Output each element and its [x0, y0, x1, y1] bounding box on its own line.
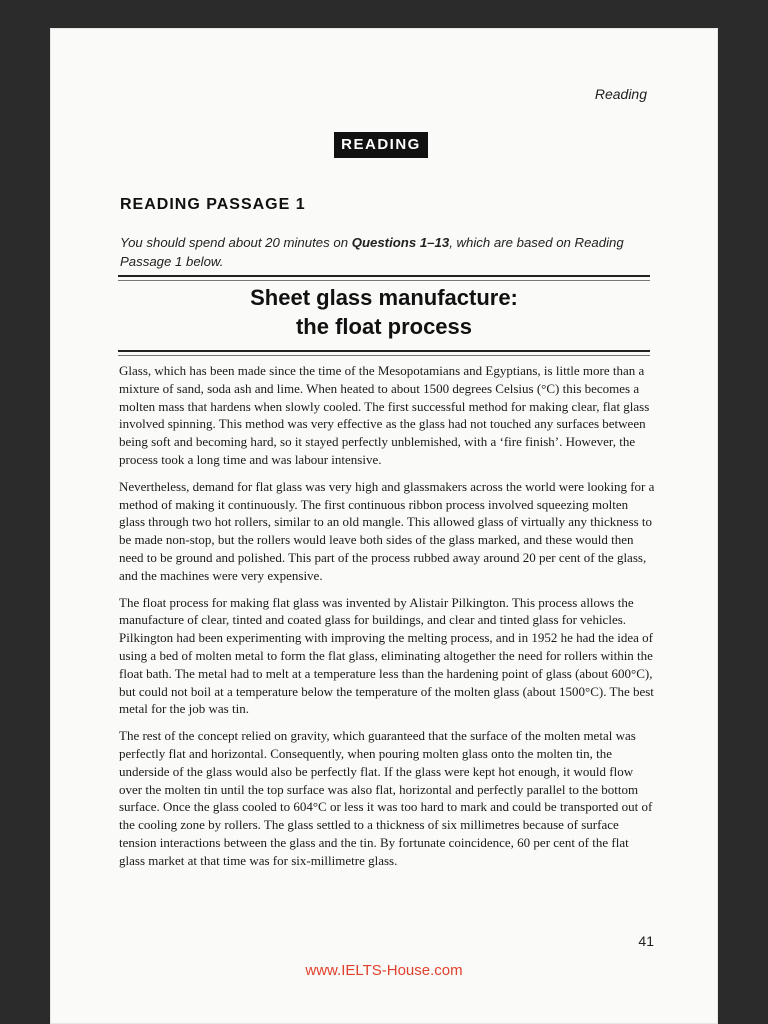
title-bottom-thin-rule — [118, 355, 650, 356]
title-top-rule — [118, 275, 650, 277]
document-page — [50, 28, 718, 1024]
instructions-part2: , which are based on Reading Passage 1 below. — [120, 235, 624, 269]
article-title-line-2: the float process — [295, 314, 473, 339]
reading-section-badge: READING — [334, 132, 428, 158]
article-title-line-1: Sheet glass manufacture: — [250, 285, 518, 310]
paragraph-4: The rest of the concept relied on gravity, which guaranteed that the surface of the molten metal was perfectly flat and horizontal. Consequently, when pouring molten glass onto the molten tin, the underside of the glass would also be perfectly flat. If the glass were kept hot enough, it would flow over the molten tin until the top surface was also flat, horizontal and perfectly parallel to the bottom surface. Once the glass cooled to 604°C or less it was too hard to mark and could be transported out of the cooling zone by rollers. The glass settled to a thickness of six millimetres because of surface tension interactions between the glass and the tin. By fortunate coincidence, 60 per cent of the flat glass market at that time was for six-millimetre glass. — [119, 728, 653, 868]
title-bottom-rule — [118, 350, 650, 352]
instructions-questions: Questions 1–13 — [351, 235, 450, 250]
footer-website-link[interactable]: www.IELTS-House.com — [305, 962, 463, 979]
instructions-part1: You should spend about 20 minutes on — [120, 235, 352, 250]
instructions-text — [120, 233, 660, 271]
article-title — [118, 283, 650, 341]
passage-heading: READING PASSAGE 1 — [120, 196, 306, 213]
paragraph-1: Glass, which has been made since the time of the Mesopotamians and Egyptians, is little more than a mixture of sand, soda ash and lime. When heated to about 1500 degrees Celsius (°C) this becomes a molten mass that hardens when slowly cooled. The first successful method for making clear, flat glass involved spinning. This method was very effective as the glass had not touched any surfaces between being soft and becoming hard, so it stayed perfectly unblemished, with a ‘fire finish’. However, the process took a long time and was labour intensive. — [119, 363, 650, 467]
paragraph-3: The float process for making flat glass was invented by Alistair Pilkington. This process allows the manufacture of clear, tinted and coated glass for buildings, and clear and tinted glass for vehicles. Pilkington had been experimenting with improving the melting process, and in 1952 he had the idea of using a bed of molten metal to form the flat glass, eliminating altogether the need for rollers within the float bath. The metal had to melt at a temperature less than the hardening point of glass (about 600°C), but could not boil at a temperature below the temperature of the molten glass (about 1500°C). The best metal for the job was tin. — [119, 594, 654, 717]
page-number: 41 — [638, 933, 654, 949]
article-body — [119, 362, 657, 879]
paragraph-2: Nevertheless, demand for flat glass was very high and glassmakers across the world were looking for a method of making it continuously. The first continuous ribbon process involved squeezing molten glass through two hot rollers, similar to an old mangle. This allowed glass of virtually any thickness to be made non-stop, but the rollers would leave both sides of the glass marked, and these would then need to be ground and polished. This part of the process rubbed away around 20 per cent of the glass, and the machines were very expensive. — [119, 478, 655, 583]
title-top-thin-rule — [118, 280, 650, 281]
section-header-label: Reading — [594, 86, 647, 102]
